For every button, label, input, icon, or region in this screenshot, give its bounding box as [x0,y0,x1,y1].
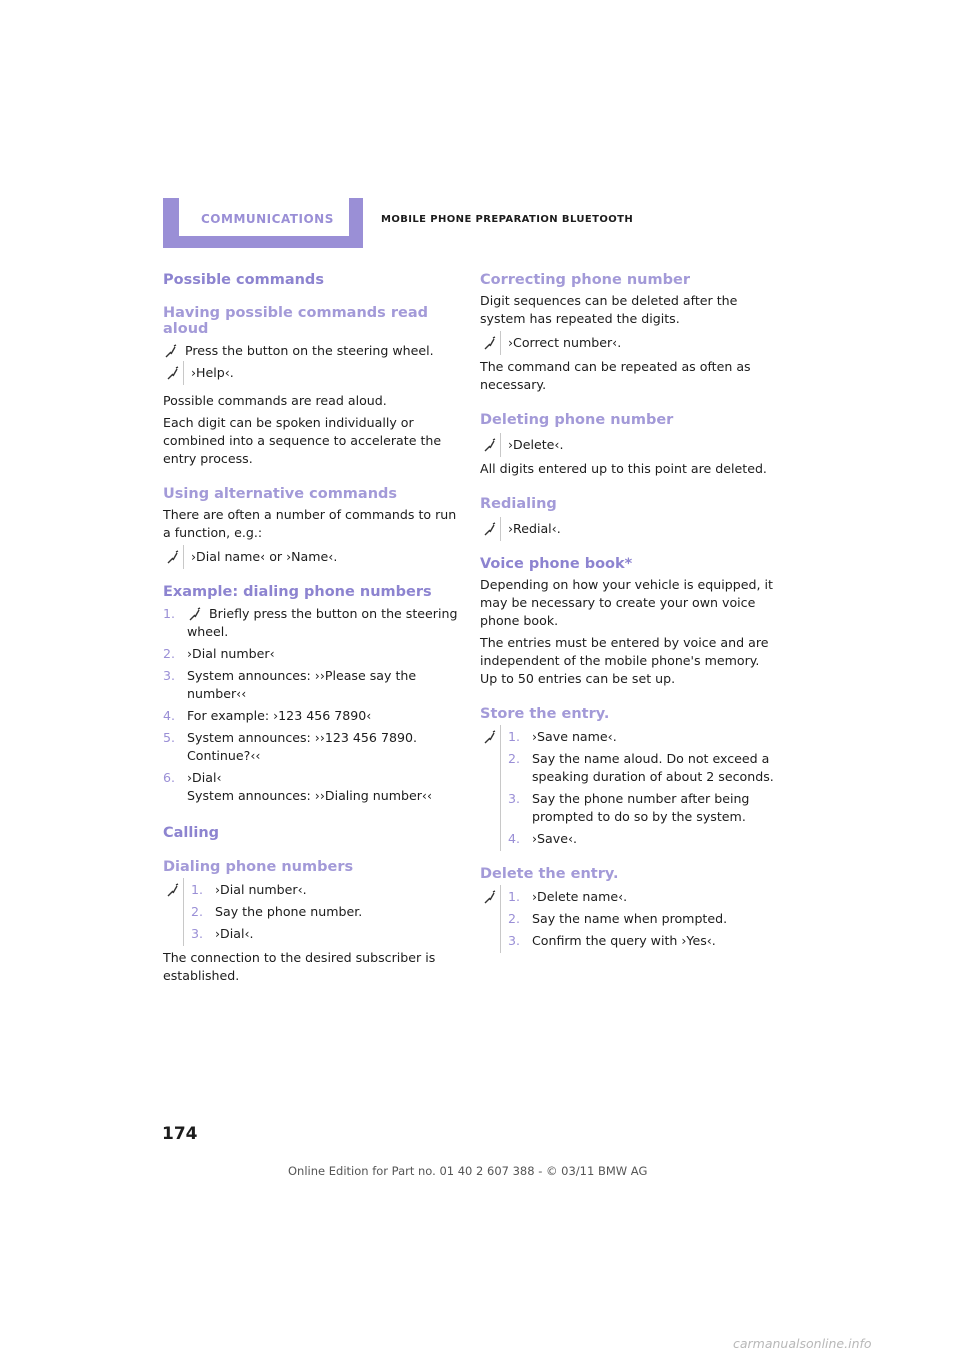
tab-edge-right [349,198,363,248]
list-number: 2. [191,904,204,919]
list-number: 4. [163,708,176,723]
section-label: COMMUNICATIONS [201,212,334,226]
list-item [191,881,463,899]
list-number: 1. [508,889,521,904]
heading-correcting: Correcting phone number [480,272,690,288]
list-item-text: ›Dial number‹. [215,882,307,897]
list-item [508,910,780,928]
list-item-text: ›Dial‹. [215,926,254,941]
heading-delete-entry: Delete the entry. [480,866,619,882]
list-item [508,750,774,786]
voice-command-icon [167,883,180,897]
alt-command-text: ›Dial name‹ or ›Name‹. [191,549,338,564]
list-number: 2. [508,911,521,926]
list-item-text: Say the name when prompted. [532,911,728,926]
voice-command-icon [484,336,497,350]
alt-command [163,548,463,566]
heading-calling: Calling [163,825,220,841]
heading-alternative-commands: Using alternative commands [163,486,398,502]
command-rule [183,878,184,946]
list-number: 1. [191,882,204,897]
list-item [163,605,463,641]
list-number: 6. [163,770,176,785]
help-command [163,364,463,382]
list-number: 5. [163,730,176,745]
watermark[interactable]: carmanualsonline.info [733,1336,872,1351]
dialing-steps [163,881,463,943]
list-item-text: Briefly press the button on the steering wheel. [187,606,458,639]
deleting-command-text: ›Delete‹. [508,437,564,452]
chapter-label: MOBILE PHONE PREPARATION BLUETOOTH [381,214,634,225]
delete-steps [480,888,780,950]
heading-possible-commands: Possible commands [163,272,324,288]
heading-voice-phone-book: Voice phone book* [480,556,633,572]
list-item [508,830,780,848]
list-number: 3. [191,926,204,941]
list-number: 2. [163,646,176,661]
heading-example: Example: dialing phone numbers [163,584,432,600]
heading-store-entry: Store the entry. [480,706,610,722]
correcting-command-text: ›Correct number‹. [508,335,622,350]
correcting-paragraph: Digit sequences can be deleted after the system has repeated the digits. [480,293,738,326]
list-item [508,728,780,746]
correcting-command [480,334,780,352]
page-number: 174 [162,1124,198,1144]
deleting-paragraph: All digits entered up to this point are deleted. [480,461,767,476]
command-rule [500,725,501,851]
store-steps [480,728,780,848]
redialing-command-text: ›Redial‹. [508,521,561,536]
list-item [163,769,463,805]
heading-redialing: Redialing [480,496,557,512]
read-aloud-p1: Possible commands are read aloud. [163,393,387,408]
tab-edge-left [163,198,179,248]
list-item [191,903,463,921]
list-item-text: Say the phone number. [215,904,363,919]
command-rule [183,545,184,569]
list-item-text: Say the phone number after being prompted to do so by the system. [532,791,750,824]
list-number: 2. [508,751,521,766]
list-number: 4. [508,831,521,846]
read-aloud-p2: Each digit can be spoken individually or combined into a sequence to accelerate the entry process. [163,415,442,466]
list-number: 1. [163,606,176,621]
list-item-text: ›Save name‹. [532,729,617,744]
redialing-command [480,520,780,538]
list-item-text: Confirm the query with ›Yes‹. [532,933,716,948]
voice-paragraph-2: The entries must be entered by voice and are independent of the mobile phone's memory. Up to 50 entries can be set up. [480,635,769,686]
footer-edition: Online Edition for Part no. 01 40 2 607 388 - © 03/11 BMW AG [288,1164,648,1178]
example-steps [163,605,463,805]
deleting-command [480,436,780,454]
list-item-text: System announces: ››Please say the number‹‹ [187,668,417,701]
list-item [508,790,762,826]
voice-command-icon [484,890,497,904]
voice-command-icon [189,607,202,621]
voice-command-icon [484,730,497,744]
list-item [508,888,780,906]
voice-command-icon [484,522,497,536]
list-number: 3. [508,791,521,806]
left-column [163,270,463,985]
list-item-text: ›Save‹. [532,831,577,846]
voice-command-icon [484,438,497,452]
voice-command-icon [167,366,180,380]
list-item-text: ›Dial‹ [187,770,222,785]
command-rule [500,433,501,457]
list-item [163,729,463,765]
list-item-text: System announces: ››123 456 7890. Continue?‹‹ [187,730,418,763]
command-rule [500,885,501,953]
list-number: 3. [163,668,176,683]
alt-paragraph: There are often a number of commands to run a function, e.g.: [163,507,457,540]
list-number: 1. [508,729,521,744]
dialing-paragraph: The connection to the desired subscriber is established. [163,950,436,983]
heading-deleting: Deleting phone number [480,412,674,428]
correcting-paragraph-2: The command can be repeated as often as necessary. [480,359,751,392]
help-command-text: ›Help‹. [191,365,234,380]
list-item [163,707,463,725]
read-aloud-step-text: Press the button on the steering wheel. [185,343,434,358]
command-rule [183,361,184,385]
list-item [163,645,463,663]
list-item-text: ›Delete name‹. [532,889,628,904]
heading-dialing: Dialing phone numbers [163,859,354,875]
list-item-text: For example: ›123 456 7890‹ [187,708,372,723]
list-item [508,932,780,950]
voice-command-icon [165,344,178,358]
voice-command-icon [167,550,180,564]
heading-read-aloud: Having possible commands read aloud [163,305,428,337]
list-item [163,667,463,703]
list-item [191,925,463,943]
right-column [480,270,780,950]
command-rule [500,517,501,541]
command-rule [500,331,501,355]
tab-edge-bottom [179,236,349,248]
read-aloud-step [163,342,463,360]
list-item-text: ›Dial number‹ [187,646,275,661]
list-item-subtext: System announces: ››Dialing number‹‹ [187,788,432,803]
list-number: 3. [508,933,521,948]
list-item-text: Say the name aloud. Do not exceed a speaking duration of about 2 seconds. [532,751,774,784]
voice-paragraph-1: Depending on how your vehicle is equipped, it may be necessary to create your own voice phone book. [480,577,773,628]
